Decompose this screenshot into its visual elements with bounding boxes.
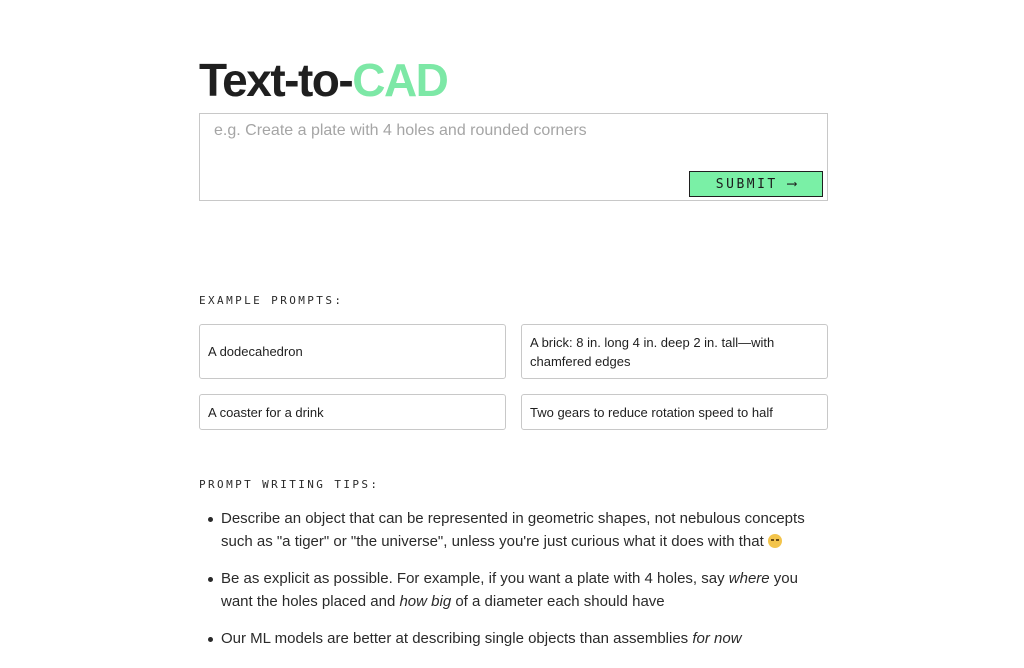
example-prompt-card[interactable]: [521, 394, 828, 430]
prompt-input[interactable]: [214, 122, 774, 162]
page-title: [199, 52, 447, 108]
tip-item: [207, 567, 827, 613]
tip-text: Describe an object that can be represented in geometric shapes, not nebulous concepts such as "a tiger" or "the universe", unless you're just curious what it does with that: [221, 510, 805, 550]
prompt-form: [199, 113, 828, 201]
tip-emphasis: how big: [399, 593, 452, 610]
submit-label: SUBMIT: [715, 176, 778, 192]
tip-text: of a diameter each should have: [451, 593, 665, 610]
title-text: Text-to-: [199, 54, 353, 106]
smirking-face-icon: [768, 534, 782, 548]
example-prompt-card[interactable]: [199, 324, 506, 379]
arrow-right-icon: ⟶: [787, 176, 797, 192]
prompt-tips-heading: PROMPT WRITING TIPS:: [199, 478, 380, 491]
tip-emphasis: where: [728, 570, 770, 587]
title-accent-text: CAD: [352, 54, 448, 106]
example-prompt-card[interactable]: [199, 394, 506, 430]
example-prompt-card[interactable]: [521, 324, 828, 379]
example-prompt-text: Two gears to reduce rotation speed to half: [530, 404, 773, 420]
prompt-tips-list: [207, 507, 827, 664]
submit-button[interactable]: [689, 171, 823, 197]
tip-text: you want the holes placed and: [221, 570, 798, 610]
tip-text: Be as explicit as possible. For example, if you want a plate with 4 holes, say: [221, 570, 729, 587]
tip-item: [207, 627, 827, 650]
tip-item: [207, 507, 827, 553]
example-prompts-heading: EXAMPLE PROMPTS:: [199, 294, 344, 307]
example-prompt-text: A coaster for a drink: [208, 404, 324, 420]
example-prompt-text: A brick: 8 in. long 4 in. deep 2 in. tall—with chamfered edges: [530, 334, 775, 369]
tip-text: Our ML models are better at describing single objects than assemblies: [221, 630, 693, 647]
tip-emphasis: for now: [692, 630, 742, 647]
example-prompt-text: A dodecahedron: [208, 344, 303, 359]
